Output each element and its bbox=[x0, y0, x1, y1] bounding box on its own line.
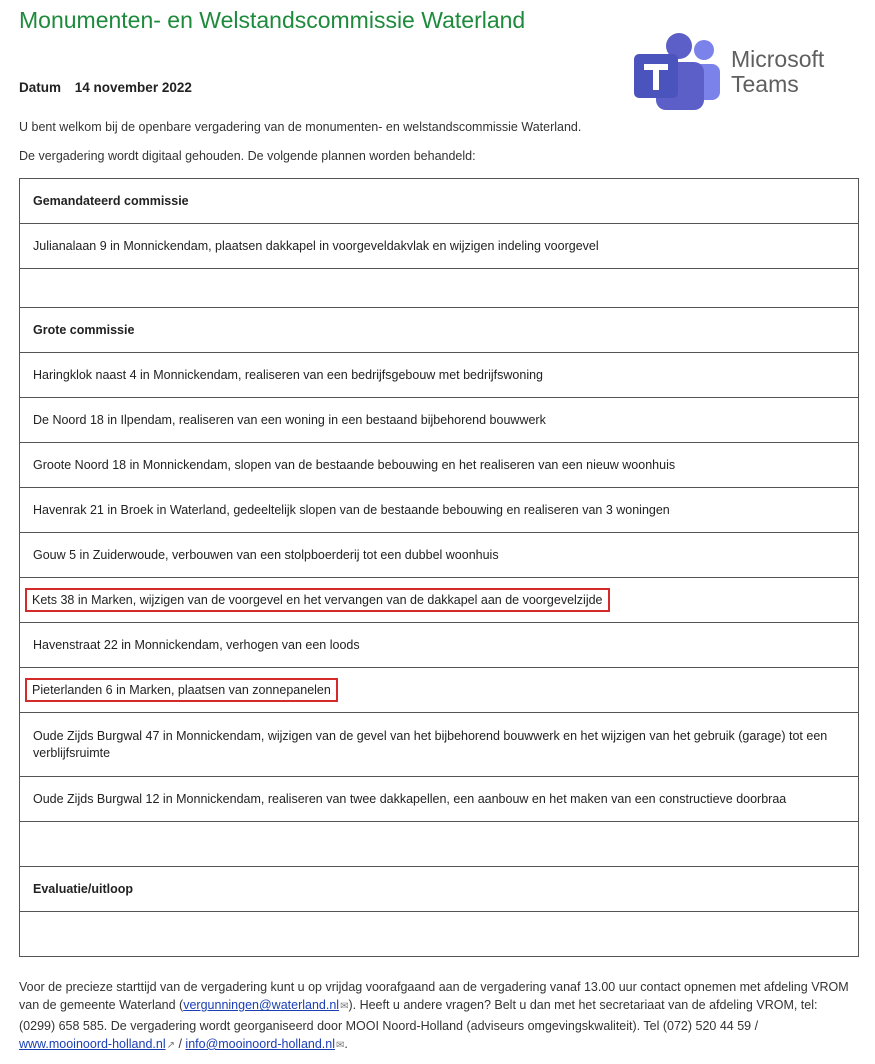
date-value: 14 november 2022 bbox=[74, 80, 192, 95]
table-row bbox=[20, 224, 859, 269]
microsoft-teams-logo bbox=[632, 32, 842, 114]
email-link-vergunningen[interactable]: vergunningen@waterland.nl bbox=[183, 998, 340, 1013]
meeting-date bbox=[19, 80, 192, 95]
logo-text-line1: Microsoft bbox=[731, 46, 825, 72]
section-title-gemandateerd: Gemandateerd commissie bbox=[20, 179, 859, 224]
agenda-item: Gouw 5 in Zuiderwoude, verbouwen van een stolpboerderij tot een dubbel woonhuis bbox=[20, 533, 859, 578]
section-title-grote-commissie: Grote commissie bbox=[20, 308, 859, 353]
agenda-item: Groote Noord 18 in Monnickendam, slopen van de bestaande bebouwing en het realiseren van een nieuw woonhuis bbox=[20, 443, 859, 488]
footer-contact-info bbox=[19, 978, 849, 1055]
agenda-item: Julianalaan 9 in Monnickendam, plaatsen dakkapel in voorgeveldakvlak en wijzigen indeling voorgevel bbox=[20, 224, 859, 269]
table-row bbox=[20, 777, 859, 822]
table-row-empty bbox=[20, 822, 859, 867]
table-row bbox=[20, 443, 859, 488]
highlighted-agenda-item: Kets 38 in Marken, wijzigen van de voorgevel en het vervangen van de dakkapel aan de voorgevelzijde bbox=[25, 588, 610, 612]
agenda-item: Haringklok naast 4 in Monnickendam, realiseren van een bedrijfsgebouw met bedrijfswoning bbox=[20, 353, 859, 398]
empty-cell bbox=[20, 912, 859, 957]
mail-icon: ✉ bbox=[336, 1039, 345, 1051]
table-row-section-header bbox=[20, 179, 859, 224]
teams-logo-text bbox=[731, 47, 824, 97]
agenda-item: Oude Zijds Burgwal 12 in Monnickendam, realiseren van twee dakkapellen, een aanbouw en het maken van een constructieve doorbraa bbox=[20, 777, 859, 822]
page-title: Monumenten- en Welstandscommissie Waterland bbox=[19, 7, 526, 33]
agenda-item: Oude Zijds Burgwal 47 in Monnickendam, wijzigen van de gevel van het bijbehorend bouwwerk en het wijzigen van het gebruik (garage) tot een verblijfsruimte bbox=[20, 713, 859, 777]
table-row bbox=[20, 488, 859, 533]
mail-icon: ✉ bbox=[340, 1001, 349, 1013]
teams-icon bbox=[632, 32, 727, 114]
intro-welcome: U bent welkom bij de openbare vergadering van de monumenten- en welstandscommissie Waterland. bbox=[19, 120, 582, 134]
agenda-item-cell bbox=[20, 578, 859, 623]
table-row bbox=[20, 353, 859, 398]
footer-text-part1: Voor de precieze starttijd van de vergadering kunt u op vrijdag voorafgaand aan de vergadering vanaf 13.00 uur contact opnemen met afdeling VROM van de gemeente Waterland ( bbox=[19, 980, 849, 1013]
table-row bbox=[20, 533, 859, 578]
agenda-table bbox=[19, 178, 859, 957]
agenda-item: Havenrak 21 in Broek in Waterland, gedeeltelijk slopen van de bestaande bebouwing en realiseren van 3 woningen bbox=[20, 488, 859, 533]
table-row bbox=[20, 713, 859, 777]
website-link[interactable]: www.mooinoord-holland.nl bbox=[19, 1036, 166, 1051]
table-row bbox=[20, 623, 859, 668]
agenda-item-cell bbox=[20, 668, 859, 713]
table-row bbox=[20, 578, 859, 623]
email-link-info[interactable]: info@mooinoord-holland.nl bbox=[185, 1036, 336, 1051]
external-link-icon: ↗ bbox=[166, 1039, 175, 1051]
section-title-evaluatie: Evaluatie/uitloop bbox=[20, 867, 859, 912]
table-row-section-header bbox=[20, 867, 859, 912]
agenda-item: Havenstraat 22 in Monnickendam, verhogen van een loods bbox=[20, 623, 859, 668]
empty-cell bbox=[20, 822, 859, 867]
agenda-item: De Noord 18 in Ilpendam, realiseren van een woning in een bestaand bijbehorend bouwwerk bbox=[20, 398, 859, 443]
footer-end: . bbox=[344, 1036, 348, 1051]
logo-text-line2: Teams bbox=[731, 71, 799, 97]
table-row-empty bbox=[20, 269, 859, 308]
footer-separator: / bbox=[175, 1036, 186, 1051]
table-row-empty bbox=[20, 912, 859, 957]
empty-cell bbox=[20, 269, 859, 308]
table-row-section-header bbox=[20, 308, 859, 353]
table-row bbox=[20, 668, 859, 713]
table-row bbox=[20, 398, 859, 443]
date-label: Datum bbox=[19, 80, 62, 95]
highlighted-agenda-item: Pieterlanden 6 in Marken, plaatsen van zonnepanelen bbox=[25, 678, 338, 702]
intro-plans: De vergadering wordt digitaal gehouden. De volgende plannen worden behandeld: bbox=[19, 149, 476, 163]
footer-text-part2: ). Heeft u andere vragen? Belt u dan met het secretariaat van de afdeling VROM, tel: (0299) 658 585. De vergadering wordt georganiseerd door MOOI Noord-Holland (adviseurs omgevingskwaliteit). Tel (072) 520 44 59 / bbox=[19, 998, 818, 1033]
